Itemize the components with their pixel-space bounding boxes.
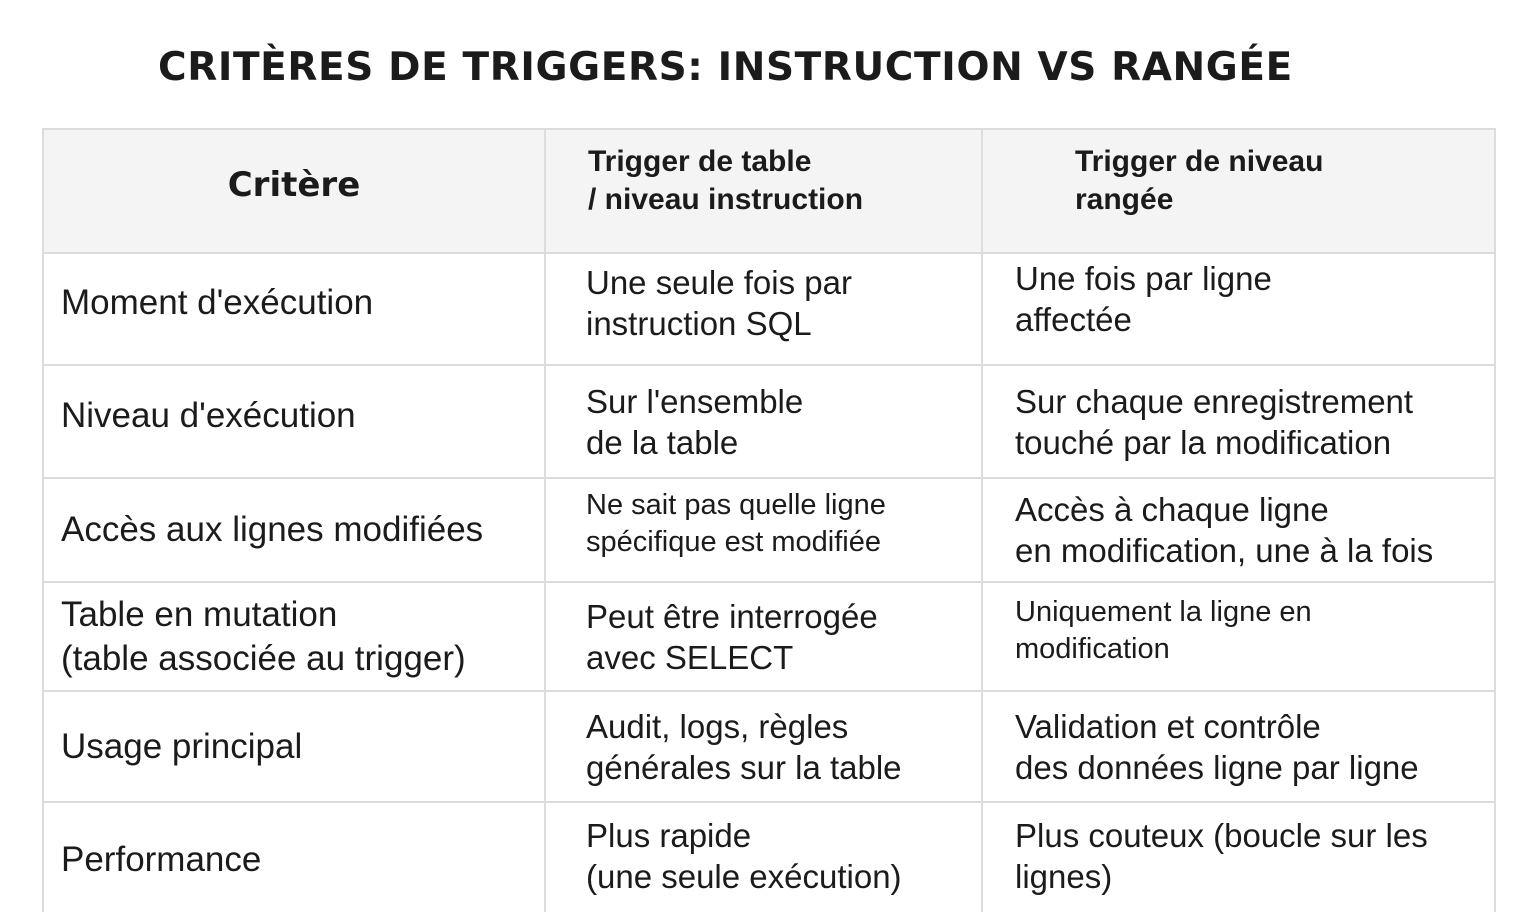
statement-text-line: avec SELECT xyxy=(586,638,794,676)
row-text-line: Accès à chaque ligne xyxy=(1015,491,1329,528)
row-cell xyxy=(982,802,1495,912)
criterion-label: Table en mutation xyxy=(61,594,338,634)
row-cell xyxy=(982,582,1495,691)
row-cell xyxy=(982,365,1495,478)
comparison-table xyxy=(42,128,1496,912)
row-text-line: Uniquement la ligne en xyxy=(1015,595,1312,628)
statement-text-line: Plus rapide xyxy=(586,816,752,854)
table-row xyxy=(43,253,1495,365)
criterion-cell xyxy=(43,582,545,691)
row-text-line: lignes) xyxy=(1015,857,1113,895)
criterion-label: Niveau d'exécution xyxy=(61,395,356,435)
row-text-line: Plus couteux (boucle sur les xyxy=(1015,816,1428,854)
statement-text-line: de la table xyxy=(586,423,739,461)
statement-text-line: (une seule exécution) xyxy=(586,857,902,895)
header-statement-trigger xyxy=(545,129,982,253)
row-text-line: Sur chaque enregistrement xyxy=(1015,382,1414,420)
statement-cell xyxy=(545,802,982,912)
table-row xyxy=(43,691,1495,802)
criterion-label: Performance xyxy=(61,839,262,879)
table-row xyxy=(43,802,1495,912)
table-row xyxy=(43,365,1495,478)
statement-text-line: Ne sait pas quelle ligne xyxy=(586,489,886,521)
row-cell xyxy=(982,478,1495,582)
page-title: CRITÈRES DE TRIGGERS: INSTRUCTION VS RANGÉE xyxy=(158,45,1293,90)
criterion-cell xyxy=(43,478,545,582)
criterion-cell xyxy=(43,365,545,478)
statement-text-line: Sur l'ensemble xyxy=(586,382,804,420)
criterion-label: Moment d'exécution xyxy=(61,283,374,322)
criterion-label: Accès aux lignes modifiées xyxy=(61,510,484,549)
statement-text-line: instruction SQL xyxy=(586,305,812,342)
statement-cell xyxy=(545,691,982,802)
table-header-row xyxy=(43,129,1495,253)
statement-text-line: spécifique est modifiée xyxy=(586,526,881,558)
criterion-label: (table associée au trigger) xyxy=(61,638,466,678)
row-text-line: modification xyxy=(1015,632,1170,665)
row-text-line: affectée xyxy=(1015,301,1132,338)
table-row xyxy=(43,582,1495,691)
row-text-line: touché par la modification xyxy=(1015,423,1392,461)
row-cell xyxy=(982,691,1495,802)
statement-text-line: Audit, logs, règles xyxy=(586,707,849,745)
header-criterion xyxy=(43,129,545,253)
statement-text-line: Peut être interrogée xyxy=(586,597,878,635)
header-row-trigger xyxy=(982,129,1495,253)
row-text-line: Validation et contrôle xyxy=(1015,707,1321,745)
header-statement-line-1: Trigger de table xyxy=(588,145,812,178)
statement-cell xyxy=(545,365,982,478)
criterion-cell xyxy=(43,691,545,802)
table-row xyxy=(43,478,1495,582)
row-cell xyxy=(982,253,1495,365)
criterion-cell xyxy=(43,802,545,912)
statement-cell xyxy=(545,478,982,582)
criterion-cell xyxy=(43,253,545,365)
statement-cell xyxy=(545,582,982,691)
header-row-line-2: rangée xyxy=(1075,183,1174,216)
statement-text-line: Une seule fois par xyxy=(586,264,852,301)
header-criterion-label: Critère xyxy=(227,165,361,205)
row-text-line: en modification, une à la fois xyxy=(1015,532,1434,569)
statement-cell xyxy=(545,253,982,365)
row-text-line: Une fois par ligne xyxy=(1015,260,1272,297)
header-row-line-1: Trigger de niveau xyxy=(1075,145,1324,178)
criterion-label: Usage principal xyxy=(61,726,303,766)
row-text-line: des données ligne par ligne xyxy=(1015,748,1419,786)
statement-text-line: générales sur la table xyxy=(586,748,902,786)
header-statement-line-2: / niveau instruction xyxy=(588,183,864,216)
